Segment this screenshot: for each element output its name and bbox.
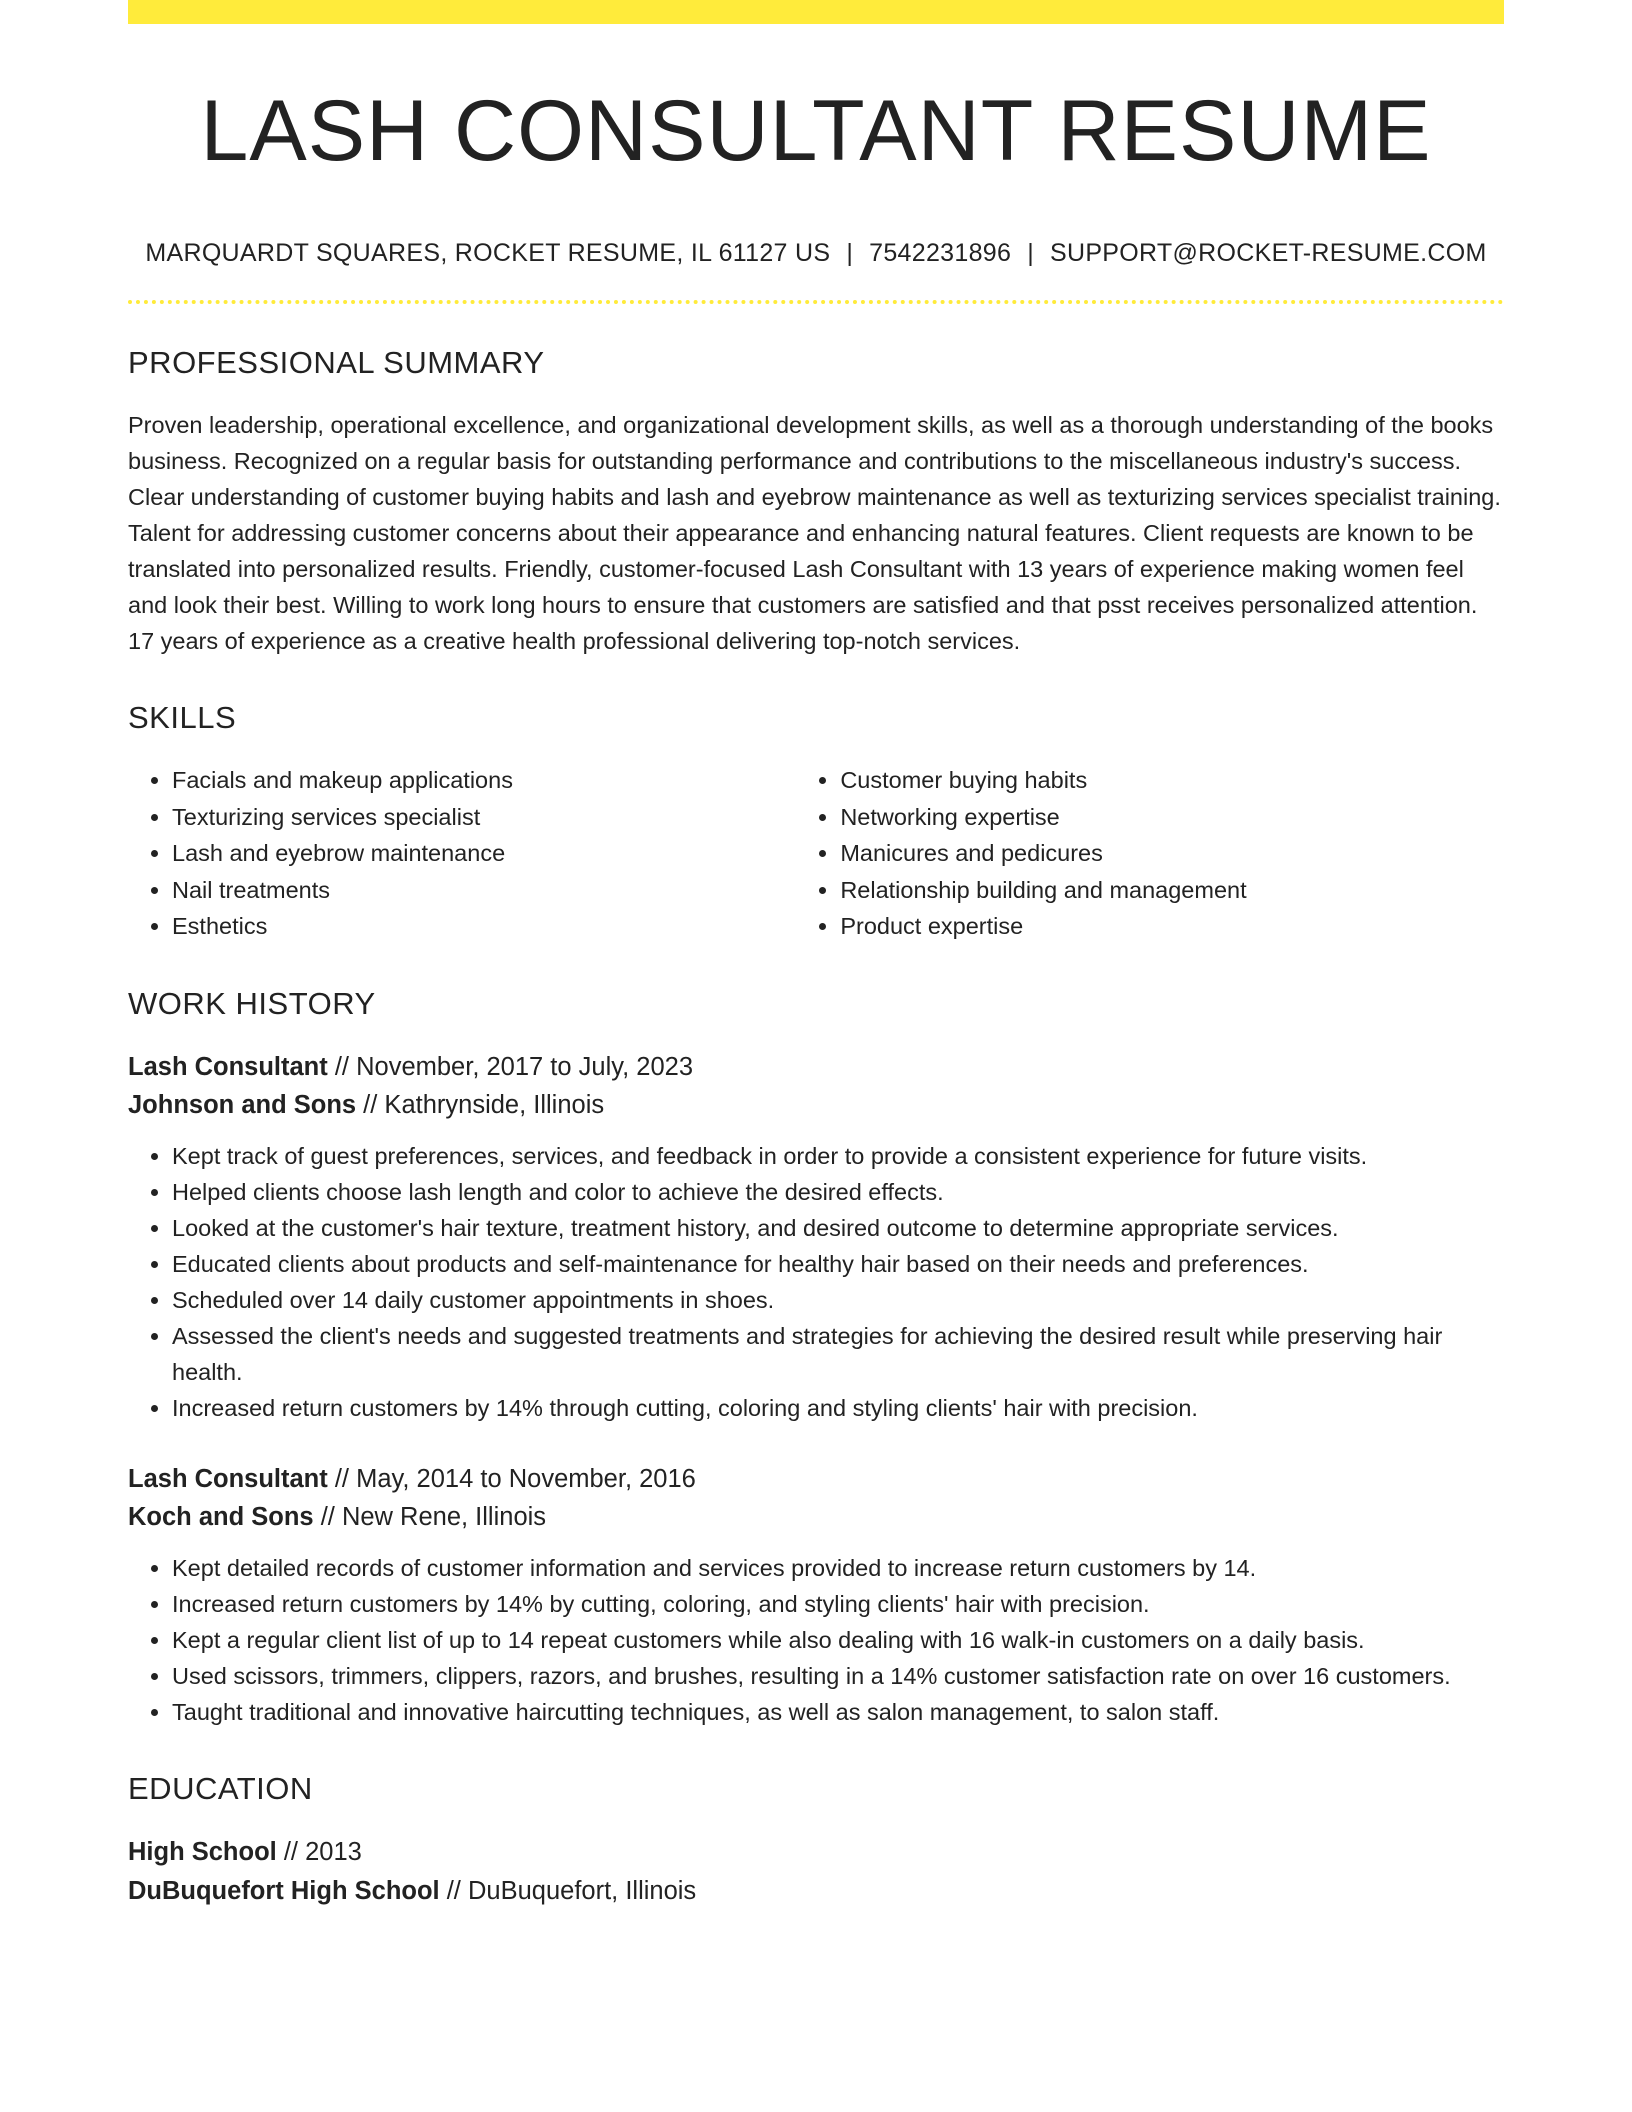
skill-item: • Lash and eyebrow maintenance [172,835,796,872]
summary-text: Proven leadership, operational excellence, and organizational development skills, as well as a thorough understanding of the books business. Recognized on a regular basis for outstanding performance and contributions to the miscellaneous industry's success. Clear understanding of customer buying habits and lash and eyebrow maintenance as well as texturizing services specialist training. Talent for addressing customer concerns about their appearance and enhancing natural features. Client requests are known to be translated into personalized results. Friendly, customer-focused Lash Consultant with 13 years of experience making women feel and look their best. Willing to work long hours to ensure that customers are satisfied and that psst receives personalized attention. 17 years of experience as a creative health professional delivering top-notch services. [128,412,1501,655]
education-heading: EDUCATION [128,1770,313,1806]
education-school-line [128,1872,1504,1911]
skills-heading: SKILLS [128,700,237,736]
skill-item: • Networking expertise [840,799,1504,836]
skill-item: • Facials and makeup applications [172,762,796,799]
education-year: // 2013 [276,1838,362,1867]
skill-item: • Esthetics [172,908,796,945]
contact-phone: 7542231896 [869,238,1012,267]
skill-item: • Texturizing services specialist [172,799,796,836]
contact-email: SUPPORT@ROCKET-RESUME.COM [1049,238,1487,267]
job-title-line [128,1460,1504,1498]
job-bullet: • Assessed the client's needs and suggested treatments and strategies for achieving the desired result while preserving hair health. [172,1318,1504,1390]
job-location: // Kathrynside, Illinois [356,1090,605,1119]
job-bullet: • Taught traditional and innovative haircutting techniques, as well as salon management, to salon staff. [172,1694,1504,1730]
job-bullets [128,1550,1504,1730]
contact-separator: | [846,238,854,267]
job-bullet: • Increased return customers by 14% through cutting, coloring and styling clients' hair with precision. [172,1390,1504,1426]
job-bullets [128,1138,1504,1426]
job-company: Johnson and Sons [128,1090,357,1119]
skills-list-left [128,762,796,945]
job-company-line [128,1086,1504,1124]
job-title-line [128,1048,1504,1086]
skill-item: • Relationship building and management [840,872,1504,909]
work-history-heading: WORK HISTORY [128,985,376,1021]
skills-columns [128,762,1504,945]
education-degree: High School [128,1838,277,1867]
job-bullet: • Scheduled over 14 daily customer appointments in shoes. [172,1282,1504,1318]
contact-address: MARQUARDT SQUARES, ROCKET RESUME, IL 61127 US [145,238,831,267]
job-location: // New Rene, Illinois [313,1502,547,1531]
job-bullet: • Increased return customers by 14% by cutting, coloring, and styling clients' hair with precision. [172,1586,1504,1622]
accent-top-bar [128,0,1504,24]
job-position: Lash Consultant [128,1052,328,1081]
job-company: Koch and Sons [128,1502,314,1531]
skill-item: • Nail treatments [172,872,796,909]
job-dates: // November, 2017 to July, 2023 [327,1052,694,1081]
education-school: DuBuquefort High School [128,1877,440,1906]
job-bullet: • Used scissors, trimmers, clippers, razors, and brushes, resulting in a 14% customer satisfaction rate on over 16 customers. [172,1658,1504,1694]
job-entry [128,1048,1504,1426]
resume-title: LASH CONSULTANT RESUME [200,83,1432,179]
job-bullet: • Educated clients about products and self-maintenance for healthy hair based on their needs and preferences. [172,1246,1504,1282]
skill-item: • Product expertise [840,908,1504,945]
job-position: Lash Consultant [128,1464,328,1493]
contact-separator: | [1027,238,1034,267]
summary-heading: PROFESSIONAL SUMMARY [128,344,545,380]
contact-line [128,239,1504,268]
job-bullet: • Kept a regular client list of up to 14 repeat customers while also dealing with 16 walk-in customers on a daily basis. [172,1622,1504,1658]
job-bullet: • Looked at the customer's hair texture, treatment history, and desired outcome to determine appropriate services. [172,1210,1504,1246]
job-company-line [128,1498,1504,1536]
education-location: // DuBuquefort, Illinois [439,1877,697,1906]
education-entry [128,1833,1504,1911]
job-bullet: • Helped clients choose lash length and color to achieve the desired effects. [172,1174,1504,1210]
job-entry [128,1460,1504,1730]
job-bullet: • Kept detailed records of customer information and services provided to increase return customers by 14. [172,1550,1504,1586]
skill-item: • Manicures and pedicures [840,835,1504,872]
resume-content [128,24,1504,1911]
job-dates: // May, 2014 to November, 2016 [327,1464,696,1493]
job-bullet: • Kept track of guest preferences, services, and feedback in order to provide a consistent experience for future visits. [172,1138,1504,1174]
skills-list-right [796,762,1504,945]
skill-item: • Customer buying habits [840,762,1504,799]
education-degree-line [128,1833,1504,1872]
dotted-divider [128,300,1504,304]
